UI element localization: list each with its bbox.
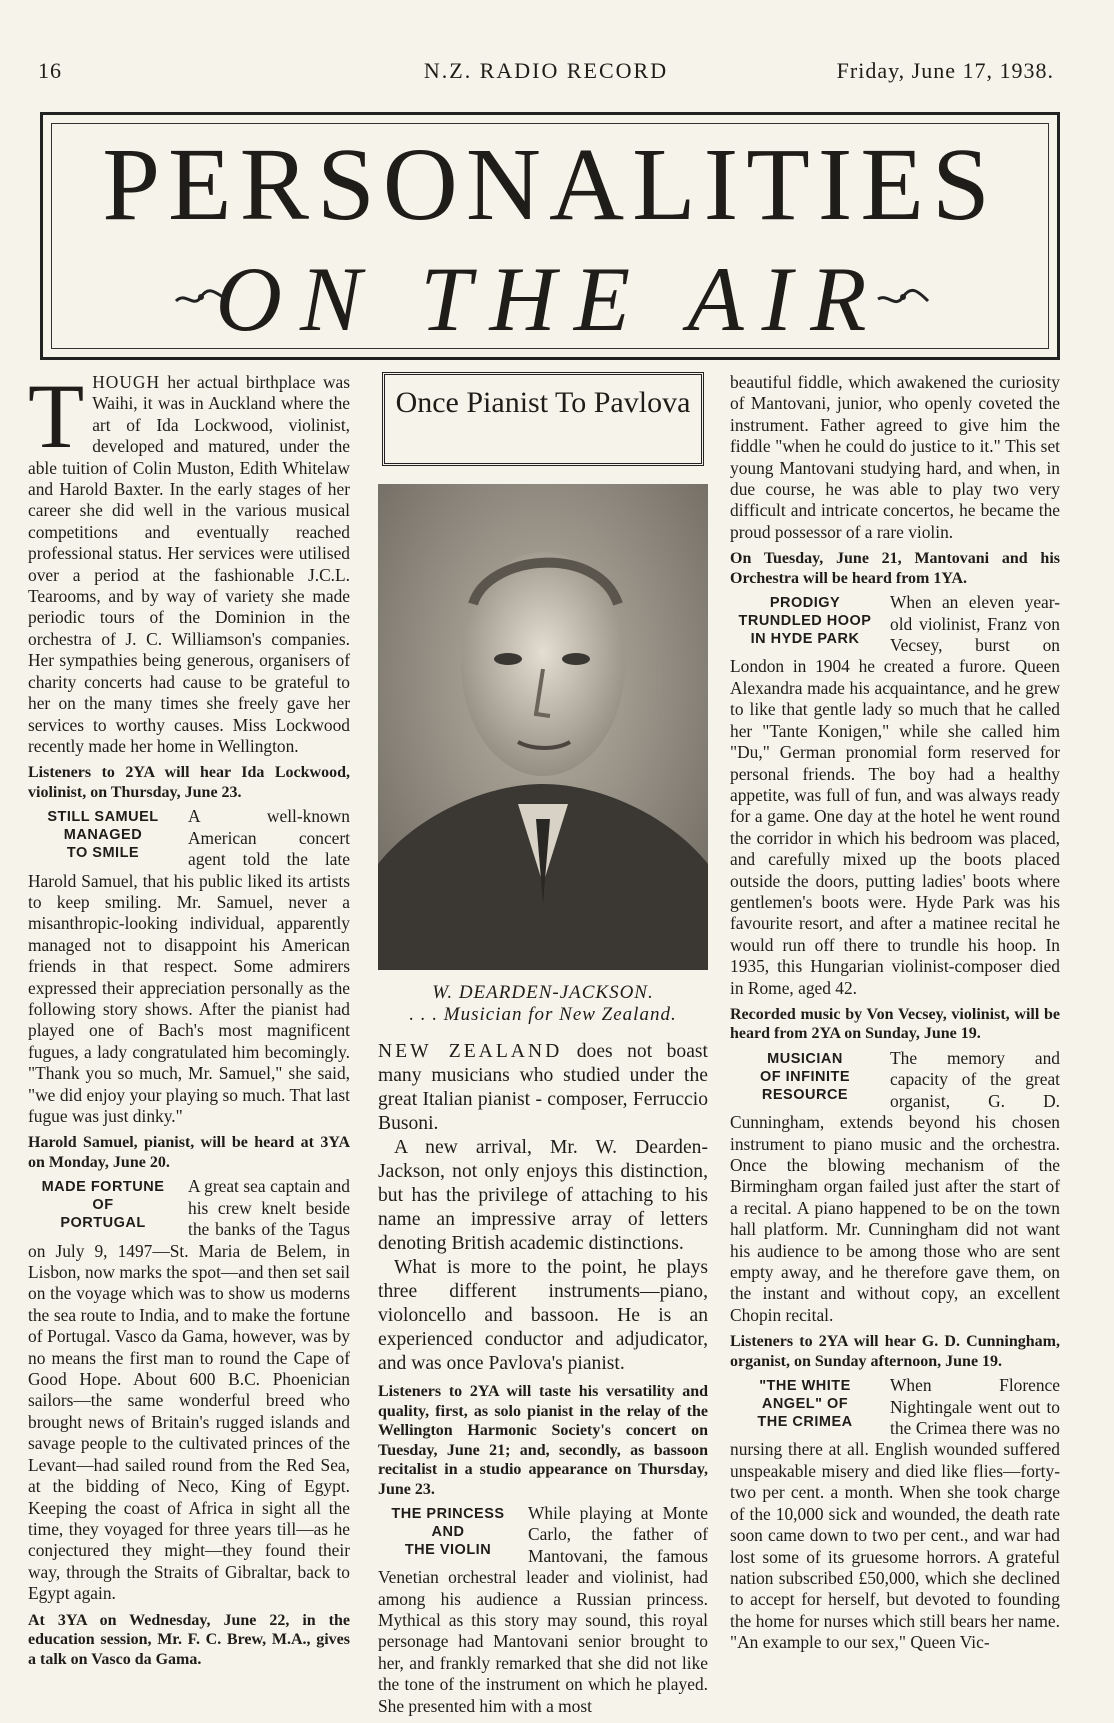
lead-caps: NEW ZEALAND — [378, 1041, 563, 1062]
subheading-line: MANAGED — [63, 827, 143, 844]
subheading-line: TRUNDLED HOOP — [738, 613, 872, 630]
subheading-line: OF — [92, 1197, 114, 1214]
broadcast-note-lockwood: Listeners to 2YA will hear Ida Lockwood, violinist, on Thursday, June 23. — [28, 764, 350, 801]
portrait-photo — [378, 484, 708, 970]
subheading-musician — [730, 1050, 880, 1104]
issue-date: Friday, June 17, 1938. — [836, 58, 1054, 83]
broadcast-note-von-vecsey: Recorded music by Von Vecsey, violinist, will be heard from 2YA on Sunday, June 19. — [730, 1005, 1060, 1043]
subheading-line: PORTUGAL — [60, 1215, 146, 1232]
column-right — [730, 372, 1060, 1654]
subheading-line: THE PRINCESS — [391, 1506, 505, 1522]
article-dearden-jackson-p3: What is more to the point, he plays three different instruments—piano, violoncello and bassoon. He is an experienced conductor and adjudicator, and was once Pavlova's pianist. — [378, 1257, 708, 1374]
article-von-vecsey: When an eleven year-old violinist, Franz von Vecsey, burst on London in 1904 he created a furore. Queen Alexandra made his acquaintance, and he grew to like that gentle lady so much that he called her "Tante Konigen," while she called him "Du," German pronomial form reserved for personal friends. The boy had a healthy appetite, was full of fun, and was always ready for a game. One day at the hotel he went round the corridor in which his bedroom was placed, and carefully mixed up the boots placed outside the doors, putting ladies' boots where gentlemen's boots were. Hyde Park was his favourite resort, and after a matinee recital he would run off there to trundle his hoop. In 1935, this Hungarian violinist-composer died in Rome, aged 42. — [730, 592, 1060, 998]
subheading-line: MUSICIAN — [767, 1050, 843, 1067]
article-dearden-jackson-p2: A new arrival, Mr. W. Dearden-Jackson, not only enjoys this distinction, but has the privilege of attaching to his name an impressive array of letters denoting British academic distinctions. — [378, 1137, 708, 1254]
article-samuel: A well-known American concert agent told the late Harold Samuel, that his public liked its artists to keep smiling. Mr. Samuel, never a misanthropic-looking individual, apparently managed not to disappoint his American friends in that respect. Some admirers expressed their appreciation personally as the following story shows. After the pianist had played one of Bach's most magnificent fugues, a lady congratulated him becomingly. "Thank you so much, Mr. Samuel," she said, "we did enjoy your playing so much. That last fugue was just dinky." — [28, 806, 350, 1126]
article-princess-violin: While playing at Monte Carlo, the father of Mantovani, the famous Venetian orchestral leader and violinist, had among his audience a Russian princess. Mythical as this story may sound, this royal personage had Mantovani senior brought to her, and frankly remarked that she did not like the tone of the instrument on which he played. She presented him with a most — [378, 1503, 708, 1716]
lead-caps: HOUGH — [92, 372, 160, 392]
feature-title-box: Once Pianist To Pavlova — [382, 372, 704, 466]
masthead-box — [40, 112, 1060, 360]
article-mantovani: beautiful fiddle, which awakened the curiosity of Mantovani, junior, who openly coveted the instrument. Father agreed to give him the fiddle "when he could do justice to it." This set young Mantovani studying hard, and when, in due course, he was able to play two very difficult and intricate concertos, he became the proud possessor of a rare violin. — [730, 372, 1060, 542]
subheading-portugal — [28, 1178, 178, 1232]
subheading-line: PRODIGY — [769, 595, 841, 612]
portrait-image — [378, 484, 708, 970]
broadcast-note-samuel: Harold Samuel, pianist, will be heard at 3YA on Monday, June 20. — [28, 1134, 350, 1171]
broadcast-note-mantovani: On Tuesday, June 21, Mantovani and his Orchestra will be heard from 1YA. — [730, 550, 1060, 587]
article-dearden-jackson — [378, 1040, 708, 1136]
broadcast-note-cunningham: Listeners to 2YA will hear G. D. Cunningham, organist, on Sunday afternoon, June 19. — [730, 1333, 1060, 1370]
article-dearden-jackson-body: does not boast many musicians who studied under the great Italian pianist - composer, Ferruccio Busoni. — [378, 1041, 708, 1134]
column-centre — [378, 372, 708, 1717]
publication-name: N.Z. RADIO RECORD — [423, 58, 669, 83]
subheading-line: THE VIOLIN — [404, 1542, 492, 1558]
running-head — [38, 58, 1054, 92]
article-vasco-da-gama: A great sea captain and his crew knelt beside the banks of the Tagus on July 9, 1497—St. Maria de Belem, in Lisbon, now marks the spot—and then set sail on the voyage which was to show us moderns the sea route to India, and to make the fortune of Portugal. Vasco da Gama, however, was by no means the first man to round the Cape of Good Hope. About 600 B.C. Phoenician sailors—the same wonderful breed who brought news of Britain's rugged islands and savage people to the cultivated princes of the Levant—had sailed round from the Red Sea, at the bidding of Neco, King of Egypt. Keeping the coast of Africa in sight all the time, they voyaged for three years till—as he conjectured they might—they found their way, through the Straits of Gibraltar, back to Egypt again. — [28, 1176, 350, 1604]
subheading-princess — [378, 1505, 518, 1559]
masthead-subtitle: ON THE AIR — [215, 248, 885, 350]
broadcast-note-vasco: At 3YA on Wednesday, June 22, in the education session, Mr. F. C. Brew, M.A., gives a talk on Vasco da Gama. — [28, 1611, 350, 1668]
article-lockwood-body: her actual birthplace was Waihi, it was in Auckland where the art of Ida Lockwood, violinist, developed and matured, under the able tuition of Colin Muston, Edith Whitelaw and Harold Baxter. In the early stages of her career she did well in the various musical competitions and eventually reached professional status. Her services were utilised over a period at the fashionable J.C.L. Tearooms, and by way of variety she made periodic tours of the Dominion in the orchestra of J. C. Williamson's companies. Her sympathies being generous, organisers of charity concerts had cause to be grateful to her on the many times she freely gave her services to worthy causes. Miss Lockwood recently made her home in Wellington. — [28, 372, 350, 756]
subheading-samuel — [28, 808, 178, 862]
subheading-line: MADE FORTUNE — [41, 1179, 165, 1196]
page-number: 16 — [38, 58, 62, 83]
subheading-line: AND — [431, 1524, 465, 1540]
subheading-line: "THE WHITE — [759, 1378, 851, 1395]
drop-cap: T — [28, 365, 85, 467]
photo-caption-name: W. DEARDEN-JACKSON. — [432, 982, 654, 1003]
subheading-line: IN HYDE PARK — [750, 631, 860, 648]
column-left — [28, 365, 350, 1673]
photo-caption-desc: . . . Musician for New Zealand. — [409, 1004, 677, 1025]
subheading-line: TO SMILE — [66, 845, 140, 862]
broadcast-note-dearden-jackson: Listeners to 2YA will taste his versatility and quality, first, as solo pianist in the relay of the Wellington Harmonic Society's concert on Tuesday, June 21; and, secondly, as bassoon recitalist in a studio appearance on Thursday, June 23. — [378, 1383, 708, 1498]
subheading-prodigy — [730, 594, 880, 648]
article-nightingale: When Florence Nightingale went out to the Crimea there was no nursing there at all. English wounded suffered unspeakable misery and died like flies—forty-two per cent. a month. When she took charge of the 10,000 sick and wounded, the death rate soon came down to two per cent., and war had lost some of its gruesome horrors. A grateful nation subscribed £50,000, which she declined to accept for herself, but devoted to founding the home for nurses which still bears her name. "An example to our sex," Queen Vic- — [730, 1375, 1060, 1653]
subheading-white-angel — [730, 1377, 880, 1431]
article-lockwood — [28, 365, 350, 757]
subheading-line: STILL SAMUEL — [47, 809, 159, 826]
ornament-left-icon — [171, 283, 231, 313]
subheading-line: THE CRIMEA — [757, 1414, 853, 1431]
ornament-right-icon — [873, 283, 933, 313]
subheading-line: OF INFINITE — [759, 1068, 851, 1085]
masthead-title: PERSONALITIES — [102, 127, 998, 242]
subheading-line: ANGEL" OF — [761, 1396, 849, 1413]
subheading-line: RESOURCE — [761, 1086, 849, 1103]
article-cunningham: The memory and capacity of the great organist, G. D. Cunningham, extends beyond his chosen instrument to piano music and the orchestra. Once the blowing mechanism of the Birmingham organ failed just after the start of a recital. A piano happened to be on the town hall platform. Mr. Cunningham did not want his audience to be among those who are sent empty away, and he therefore gave them, on the instant and without copy, an excellent Chopin recital. — [730, 1047, 1060, 1325]
